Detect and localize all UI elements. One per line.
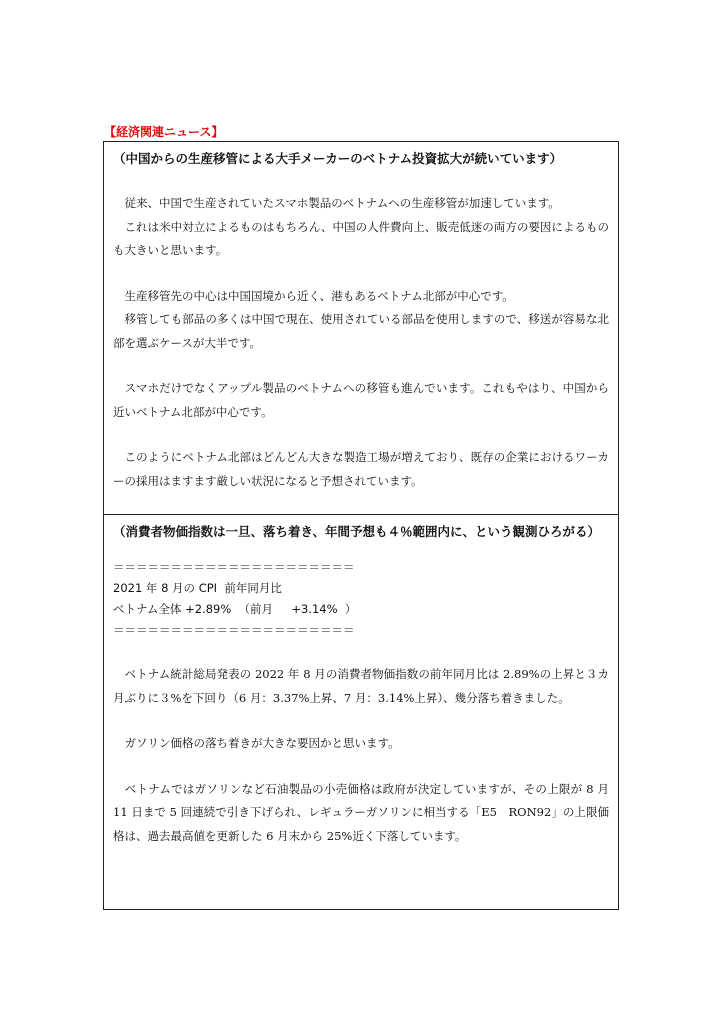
article-paragraph: ベトナム統計総局発表の 2022 年 8 月の消費者物価指数の前年同月比は 2.89%の上昇と３カ月ぶりに３%を下回り（6 月：3.37%上昇、7 月：3.14%上昇）、幾分落ち着きました。	[113, 667, 609, 705]
article-title: （中国からの生産移管による大手メーカーのベトナム投資拡大が続いています）	[113, 151, 563, 166]
article-paragraph: これは米中対立によるものはもちろん、中国の人件費向上、販売低迷の両方の要因によるものも大きいと思います。	[113, 219, 609, 257]
article-box-production-shift	[103, 141, 619, 515]
article-paragraph: ガソリン価格の落ち着きが大きな要因かと思います。	[113, 736, 400, 750]
article-box-cpi	[103, 514, 619, 910]
divider-line: ＝＝＝＝＝＝＝＝＝＝＝＝＝＝＝＝＝＝＝＝＝	[113, 560, 355, 574]
article-paragraph: このようにベトナム北部はどんどん大きな製造工場が増えており、既存の企業におけるワーカーの採用はますます厳しい状況になると予想されています。	[113, 450, 609, 488]
article-paragraph: 移管しても部品の多くは中国で現在、使用されている部品を使用しますので、移送が容易な北部を選ぶケースが大半です。	[113, 312, 609, 350]
cpi-label: 2021 年 8 月の CPI 前年同月比	[113, 581, 282, 595]
article-paragraph: 生産移管先の中心は中国国境から近く、港もあるベトナム北部が中心です。	[113, 288, 514, 303]
divider-line: ＝＝＝＝＝＝＝＝＝＝＝＝＝＝＝＝＝＝＝＝＝	[113, 623, 355, 637]
article-title: （消費者物価指数は一旦、落ち着き、年間予想も４％範囲内に、という観測ひろがる）	[113, 524, 601, 539]
article-paragraph: スマホだけでなくアップル製品のベトナムへの移管も進んでいます。これもやはり、中国から近いベトナム北部が中心です。	[113, 381, 609, 419]
cpi-value: ベトナム全体 +2.89% （前月 +3.14% ）	[113, 602, 357, 616]
article-paragraph: ベトナムではガソリンなど石油製品の小売価格は政府が決定していますが、その上限が 8 月 11 日まで 5 回連続で引き下げられ、レギュラーガソリンに相当する「E5 RON92」の上限価格は、過去最高値を更新した 6 月末から 25%近く下落しています。	[113, 781, 609, 843]
article-paragraph: 従来、中国で生産されていたスマホ製品のベトナムへの生産移管が加速しています。	[113, 196, 560, 210]
section-heading: 【経済関連ニュース】	[104, 125, 224, 139]
